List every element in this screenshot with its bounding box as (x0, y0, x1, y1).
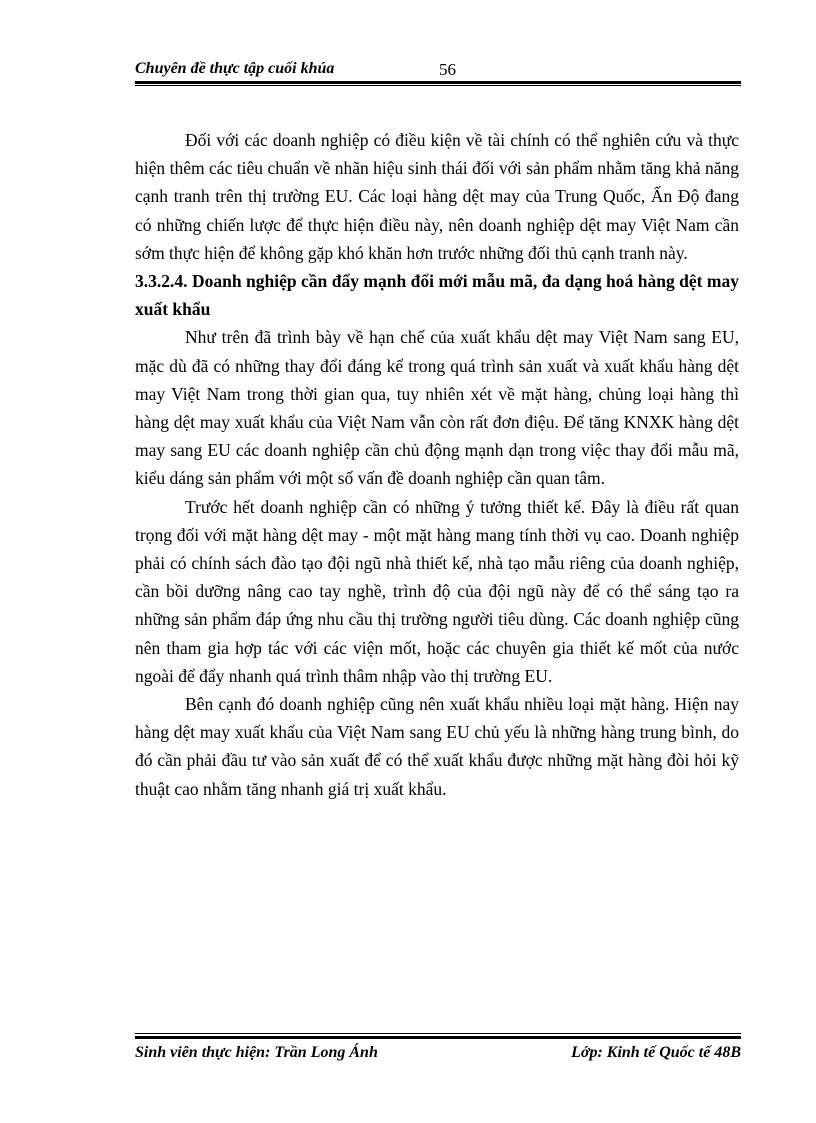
paragraph: Trước hết doanh nghiệp cần có những ý tưởng thiết kế. Đây là điều rất quan trọng đối với mặt hàng dệt may - một mặt hàng mang tính thời vụ cao. Doanh nghiệp phải có chính sách đào tạo đội ngũ nhà thiết kế, nhà tạo mẫu riêng của doanh nghiệp, cần bồi dưỡng nâng cao tay nghề, trình độ của đội ngũ này để có thể sáng tạo ra những sản phẩm đáp ứng nhu cầu thị trường người tiêu dùng. Các doanh nghiệp cũng nên tham gia hợp tác với các viện mốt, hoặc các chuyên gia thiết kế mốt của nước ngoài để đẩy nhanh quá trình thâm nhập vào thị trường EU. (135, 496, 739, 686)
header-rule-thin (135, 85, 741, 86)
header-title: Chuyên đề thực tập cuối khúa (135, 60, 335, 77)
paragraph: Đối với các doanh nghiệp có điều kiện về tài chính có thể nghiên cứu và thực hiện thêm các tiêu chuẩn về nhãn hiệu sinh thái đối với sản phẩm nhằm tăng khả năng cạnh tranh trên thị trường EU. Các loại hàng dệt may của Trung Quốc, Ấn Độ đang có những chiến lược để thực hiện điều này, nên doanh nghiệp dệt may Việt Nam cần sớm thực hiện để không gặp khó khăn hơn trước những đối thủ cạnh tranh này. (135, 130, 739, 263)
page-number: 56 (439, 60, 456, 79)
page-header (135, 60, 741, 82)
footer-rule-thin (135, 1033, 741, 1034)
page-body (135, 126, 739, 803)
footer-rule (135, 1036, 741, 1039)
section-heading: 3.3.2.4. Doanh nghiệp cần đẩy mạnh đổi mới mẫu mã, đa dạng hoá hàng dệt may xuất khẩu (135, 271, 739, 320)
page-footer (135, 1044, 741, 1066)
footer-student: Sinh viên thực hiện: Trần Long Ánh (135, 1044, 378, 1061)
paragraph: Như trên đã trình bày về hạn chế của xuất khẩu dệt may Việt Nam sang EU, mặc dù đã có những thay đổi đáng kể trong quá trình sản xuất và xuất khẩu hàng dệt may Việt Nam trong thời gian qua, tuy nhiên xét về mặt hàng, chủng loại hàng thì hàng dệt may xuất khẩu của Việt Nam vẫn còn rất đơn điệu. Để tăng KNXK hàng dệt may sang EU các doanh nghiệp cần chủ động mạnh dạn trong việc thay đổi mẫu mã, kiểu dáng sản phẩm với một số vấn đề doanh nghiệp cần quan tâm. (135, 327, 739, 489)
header-rule (135, 81, 741, 84)
footer-class: Lớp: Kinh tế Quốc tế 48B (571, 1044, 741, 1061)
paragraph: Bên cạnh đó doanh nghiệp cũng nên xuất khẩu nhiều loại mặt hàng. Hiện nay hàng dệt may xuất khẩu của Việt Nam sang EU chủ yếu là những hàng trung bình, do đó cần phải đầu tư vào sản xuất để có thể xuất khẩu được những mặt hàng đòi hỏi kỹ thuật cao nhằm tăng nhanh giá trị xuất khẩu. (135, 694, 739, 799)
